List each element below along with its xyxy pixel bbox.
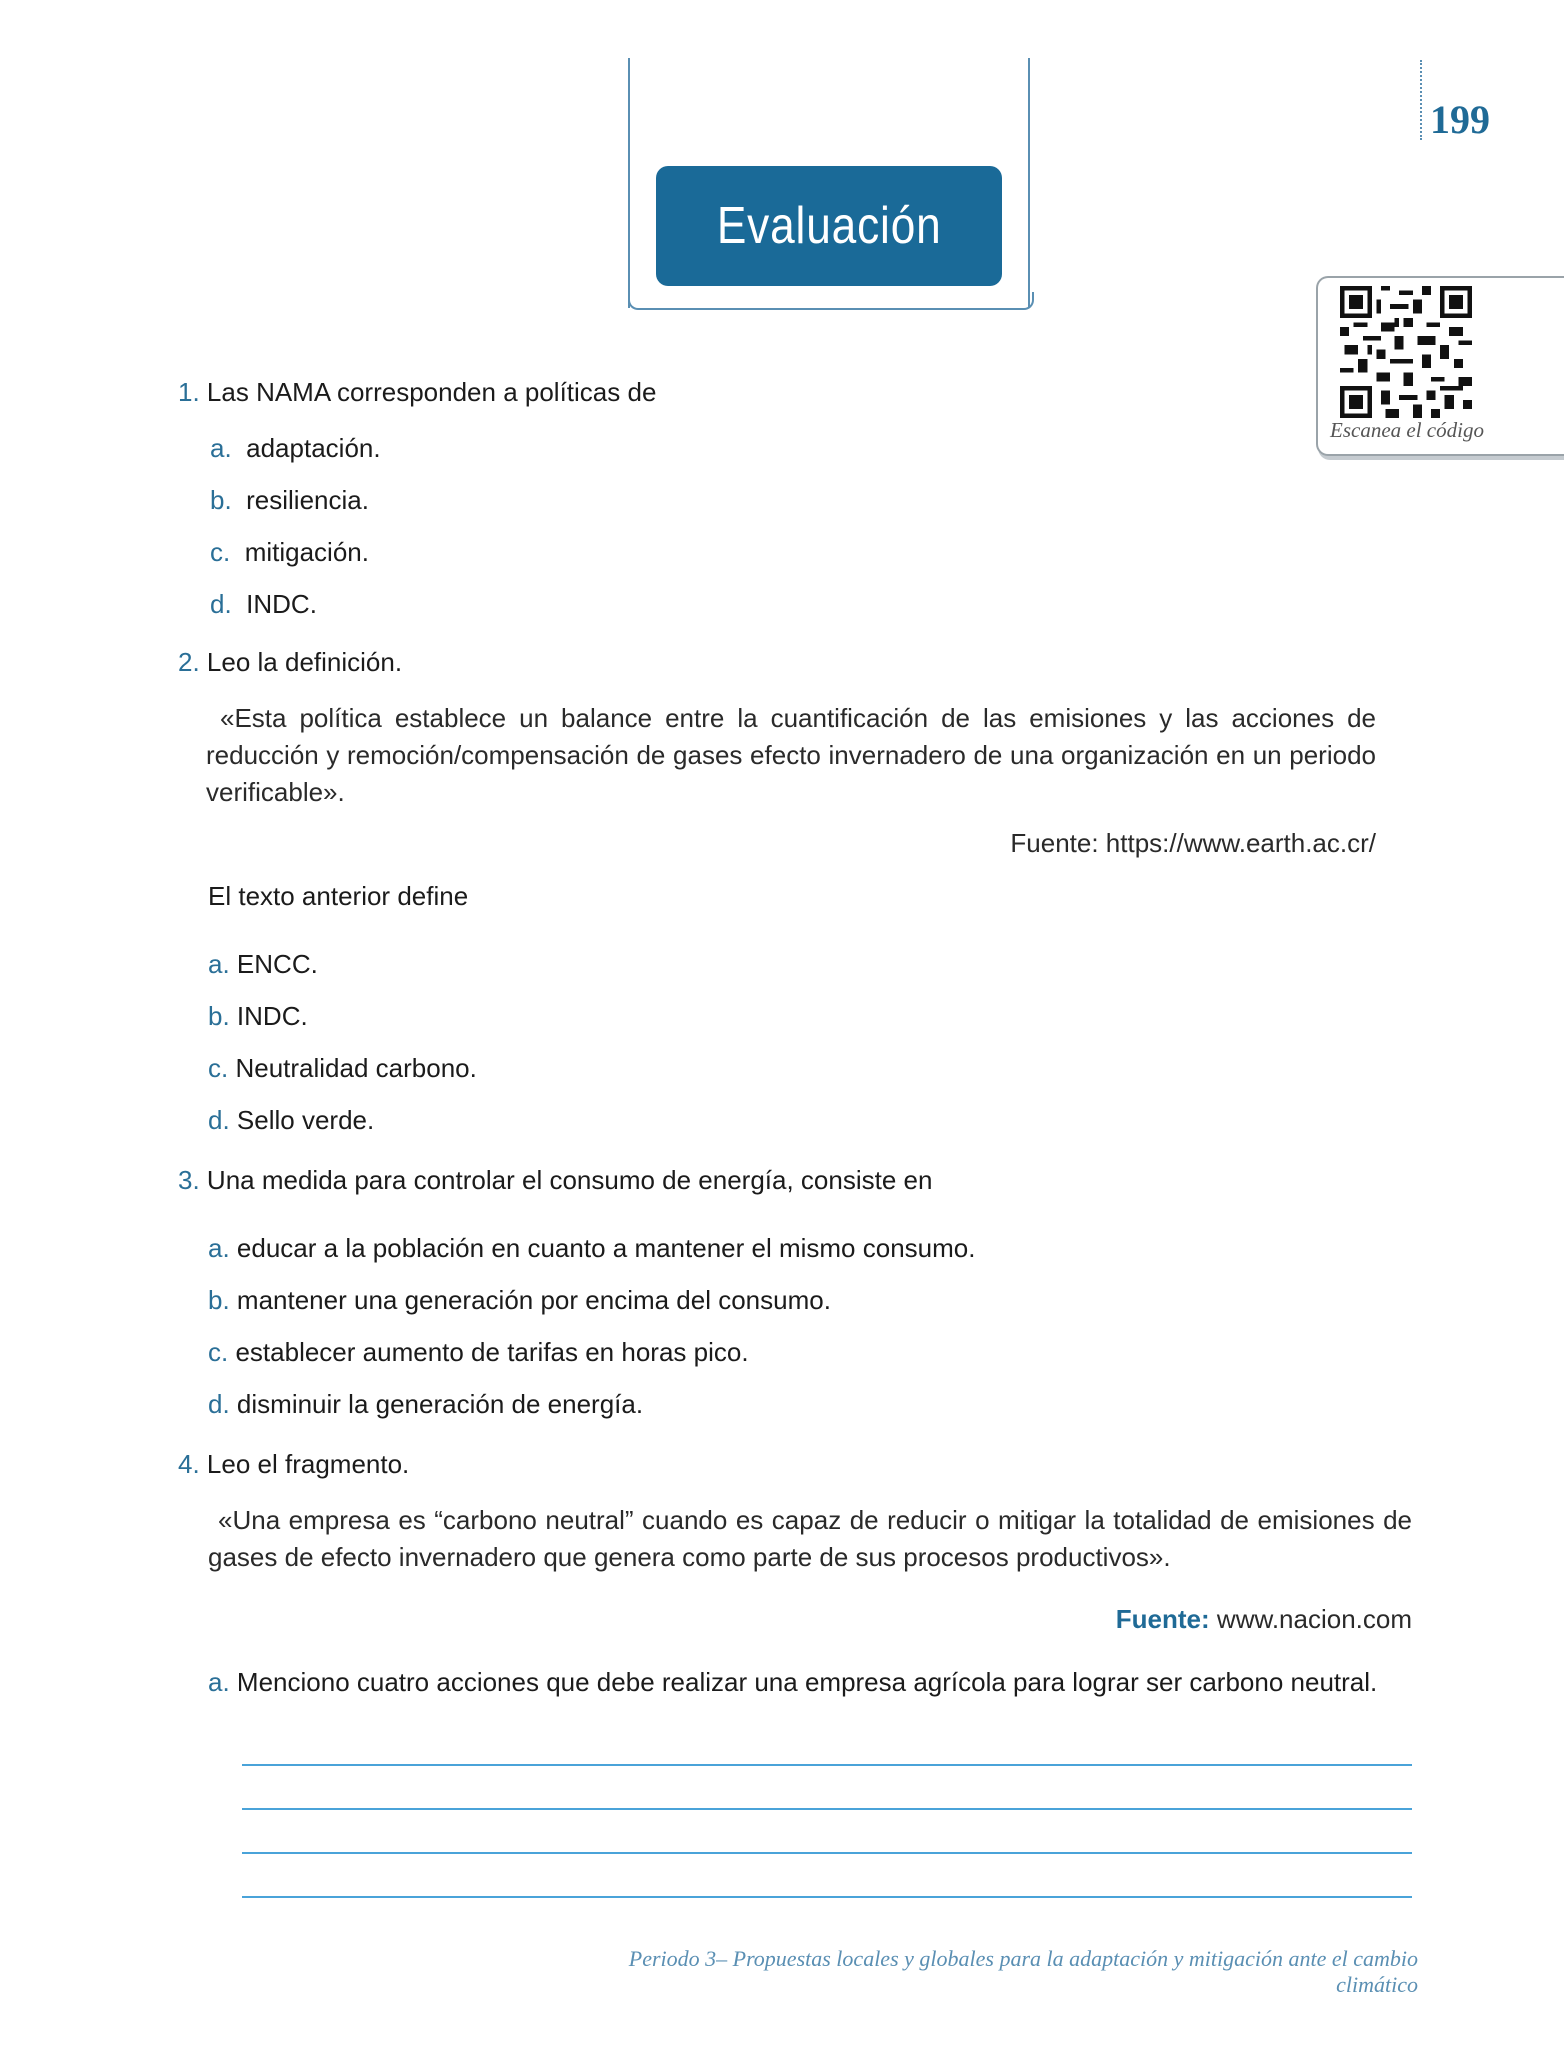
source-4 bbox=[800, 1604, 1412, 1635]
source-label: Fuente: bbox=[1115, 1604, 1210, 1634]
option-text: disminuir la generación de energía. bbox=[236, 1389, 644, 1419]
answer-line-2[interactable] bbox=[242, 1808, 1412, 1810]
question-number: 1. bbox=[178, 377, 200, 407]
option-text: adaptación. bbox=[246, 433, 381, 463]
option-letter: a. bbox=[208, 1667, 230, 1697]
option-1c[interactable] bbox=[210, 536, 369, 568]
qr-card[interactable] bbox=[1316, 276, 1564, 456]
option-text: Neutralidad carbono. bbox=[235, 1053, 477, 1083]
option-text: INDC. bbox=[236, 1001, 308, 1031]
question-3 bbox=[178, 1164, 932, 1196]
option-3b[interactable] bbox=[208, 1284, 831, 1316]
option-text: mitigación. bbox=[244, 537, 369, 567]
question-1 bbox=[178, 376, 656, 408]
question-number: 4. bbox=[178, 1449, 200, 1479]
quote-2: «Esta política establece un balance entre la cuantificación de las emisiones y las acciones de reducción y remoción/compensación de gases efecto invernadero de una organización en un periodo verificable». bbox=[206, 703, 1376, 807]
option-letter: d. bbox=[210, 589, 232, 619]
option-2d[interactable] bbox=[208, 1104, 374, 1136]
question-4 bbox=[178, 1448, 409, 1480]
option-letter: a. bbox=[208, 1233, 230, 1263]
evaluation-badge bbox=[656, 166, 1002, 286]
option-2b[interactable] bbox=[208, 1000, 308, 1032]
option-1b[interactable] bbox=[210, 484, 369, 516]
page-title: Evaluación bbox=[716, 197, 942, 255]
page-number-separator bbox=[1420, 60, 1422, 140]
source-value: www.nacion.com bbox=[1216, 1604, 1412, 1634]
qr-caption: Escanea el código bbox=[1330, 418, 1484, 442]
option-letter: c. bbox=[208, 1053, 229, 1083]
question-number: 2. bbox=[178, 647, 200, 677]
answer-line-3[interactable] bbox=[242, 1852, 1412, 1854]
question-2 bbox=[178, 646, 402, 678]
question-text: Las NAMA corresponden a políticas de bbox=[206, 377, 657, 407]
page-number: 199 bbox=[1430, 97, 1490, 142]
question-text: Una medida para controlar el consumo de energía, consiste en bbox=[206, 1165, 933, 1195]
option-text: resiliencia. bbox=[246, 485, 369, 515]
header-frame-bottom bbox=[628, 292, 1034, 310]
option-2c[interactable] bbox=[208, 1052, 477, 1084]
option-1d[interactable] bbox=[210, 588, 317, 620]
option-letter: d. bbox=[208, 1389, 230, 1419]
option-letter: c. bbox=[208, 1337, 229, 1367]
answer-line-4[interactable] bbox=[242, 1896, 1412, 1898]
option-text: ENCC. bbox=[236, 949, 318, 979]
answer-line-1[interactable] bbox=[242, 1764, 1412, 1766]
option-letter: b. bbox=[210, 485, 232, 515]
sub-question-text: Menciono cuatro acciones que debe realizar una empresa agrícola para lograr ser carbono neutral. bbox=[236, 1667, 1378, 1697]
option-3c[interactable] bbox=[208, 1336, 749, 1368]
option-letter: a. bbox=[208, 949, 230, 979]
question-number: 3. bbox=[178, 1165, 200, 1195]
page-footer: Periodo 3– Propuestas locales y globales para la adaptación y mitigación ante el cambio climático bbox=[628, 1946, 1418, 1997]
header-frame-left bbox=[628, 58, 630, 308]
option-letter: b. bbox=[208, 1285, 230, 1315]
option-2a[interactable] bbox=[208, 948, 318, 980]
option-text: INDC. bbox=[246, 589, 317, 619]
option-text: mantener una generación por encima del consumo. bbox=[236, 1285, 831, 1315]
option-3a[interactable] bbox=[208, 1232, 975, 1264]
question-text: Leo la definición. bbox=[206, 647, 403, 677]
qr-code-icon[interactable] bbox=[1340, 286, 1472, 418]
option-1a[interactable] bbox=[210, 432, 381, 464]
header-frame-right bbox=[1028, 58, 1030, 308]
quote-4: «Una empresa es “carbono neutral” cuando es capaz de reducir o mitigar la totalidad de emisiones de gases de efecto invernadero que genera como parte de sus procesos productivos». bbox=[208, 1505, 1412, 1572]
option-text: educar a la población en cuanto a mantener el mismo consumo. bbox=[236, 1233, 976, 1263]
option-letter: b. bbox=[208, 1001, 230, 1031]
option-text: establecer aumento de tarifas en horas pico. bbox=[235, 1337, 749, 1367]
option-3d[interactable] bbox=[208, 1388, 643, 1420]
sub-question-4a bbox=[208, 1664, 1412, 1701]
question-text: Leo el fragmento. bbox=[206, 1449, 410, 1479]
prompt-2: El texto anterior define bbox=[208, 881, 469, 911]
source-2: Fuente: https://www.earth.ac.cr/ bbox=[1010, 828, 1376, 858]
option-letter: d. bbox=[208, 1105, 230, 1135]
option-text: Sello verde. bbox=[236, 1105, 375, 1135]
option-letter: c. bbox=[210, 537, 231, 567]
option-letter: a. bbox=[210, 433, 232, 463]
